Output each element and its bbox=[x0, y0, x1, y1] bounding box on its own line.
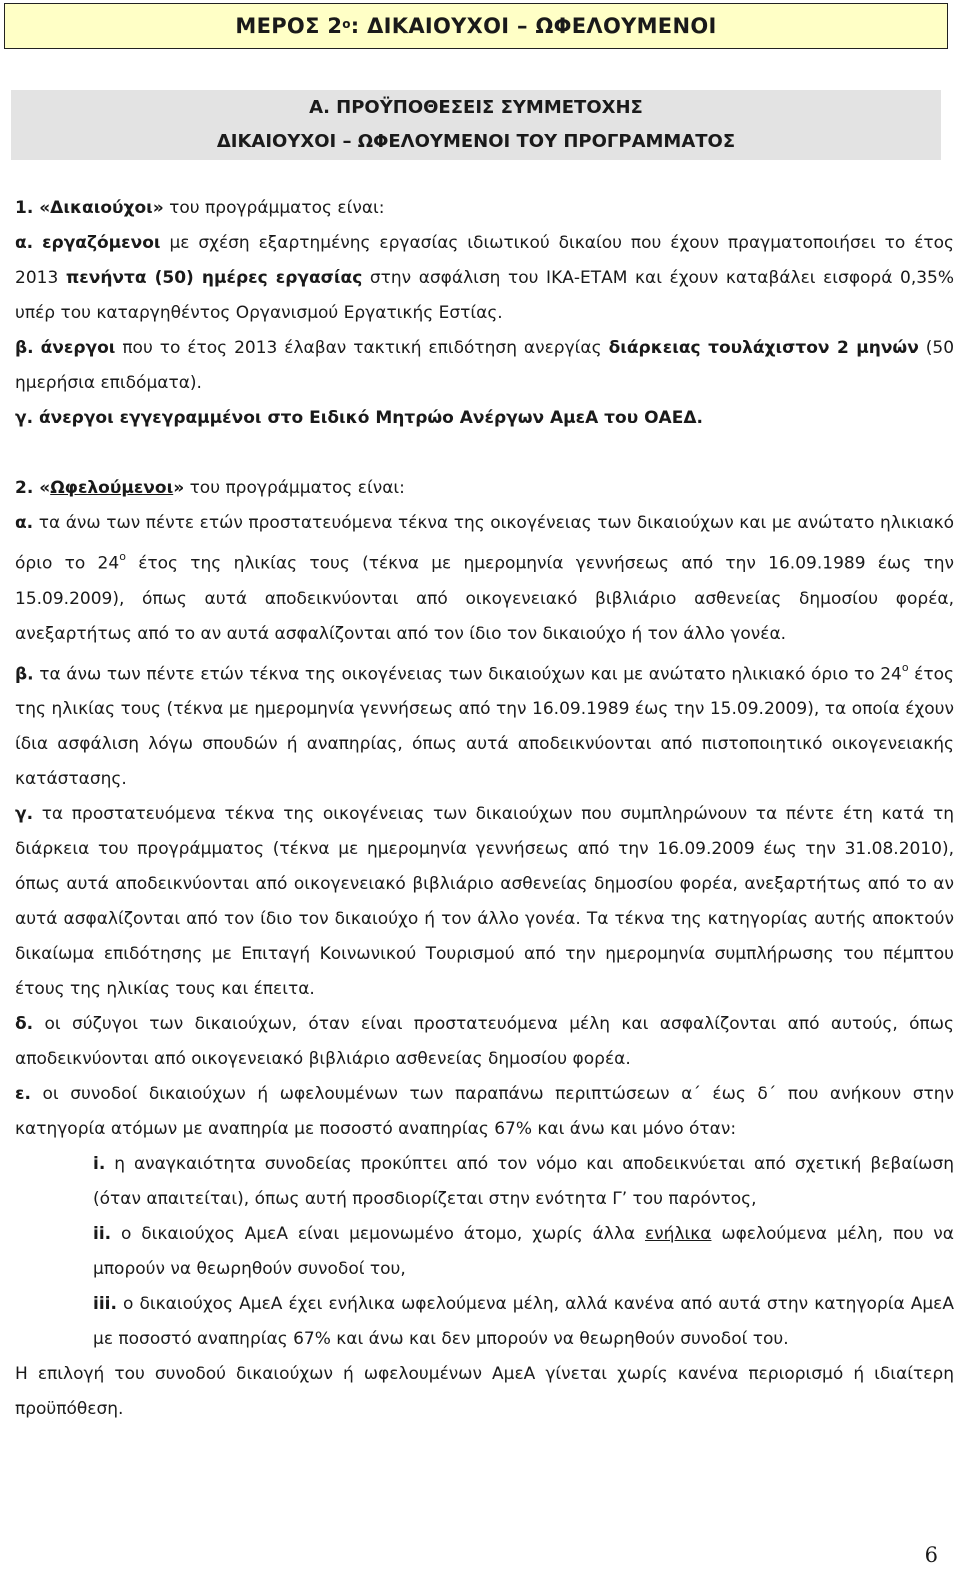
recipient-item-a bbox=[15, 506, 954, 652]
closing-paragraph: Η επιλογή του συνοδού δικαιούχων ή ωφελουμένων ΑμεΑ γίνεται χωρίς κανένα περιορισμό ή ιδιαίτερη προϋπόθεση. bbox=[15, 1364, 954, 1420]
item-text: έτος της ηλικίας τους (τέκνα με ημερομηνία γεννήσεως από την 16.09.1989 έως την 15.09.2009), όπως αυτά αποδεικνύονται από οικογενειακό βιβλιάριο ασθενείας δημοσίου φορέα, ανεξαρτήτως από το αν αυτά ασφαλίζονται από τον ίδιο τον δικαιούχο ή τον άλλο γονέα. bbox=[15, 553, 954, 644]
item-underline: ενήλικα bbox=[644, 1224, 712, 1245]
item-bold: άνεργοι bbox=[40, 338, 116, 358]
item-label: α. bbox=[15, 233, 34, 253]
item-label: β. bbox=[15, 664, 34, 685]
item-text: με σχέση εξαρτημένης εργασίας ιδιωτικού δικαίου που έχουν πραγματοποιήσει το έτος 2013 bbox=[15, 233, 955, 288]
item-label: β. bbox=[15, 338, 34, 358]
item-text: στην ασφάλιση του ΙΚΑ-ΕΤΑΜ και έχουν καταβάλει εισφορά 0,35% υπέρ του καταργηθέντος Οργανισμού Εργατικής Εστίας. bbox=[15, 268, 955, 323]
condition-item-ii bbox=[15, 1217, 954, 1287]
beneficiaries-heading-rest: του προγράμματος είναι: bbox=[163, 198, 385, 218]
recipients-heading-num: 2. bbox=[15, 478, 40, 498]
recipients-heading-quote: » bbox=[173, 478, 185, 498]
item-bold: πενήντα (50) ημέρες εργασίας bbox=[65, 268, 363, 288]
item-text: έτος της ηλικίας τους (τέκνα με ημερομηνία γεννήσεως από την 16.09.1989 έως την 15.09.2009), τα οποία έχουν ίδια ασφάλιση λόγω σπουδών ή αναπηρίας, όπως αυτά αποδεικνύονται από πιστοποιητικό οικογενειακής κατάστασης. bbox=[15, 664, 954, 790]
item-text: τα άνω των πέντε ετών τέκνα της οικογένειας των δικαιούχων και με ανώτατο ηλικιακό όριο το 24 bbox=[33, 664, 902, 685]
item-label: iii. bbox=[93, 1294, 117, 1315]
condition-item-i bbox=[15, 1147, 954, 1217]
recipients-heading-quote: « bbox=[39, 478, 51, 498]
part-title-post: : ΔΙΚΑΙΟΥΧΟΙ – ΩΦΕΛΟΥΜΕΝΟΙ bbox=[350, 14, 717, 38]
item-label: δ. bbox=[15, 1014, 34, 1035]
item-label: γ. bbox=[15, 804, 34, 825]
condition-item-iii bbox=[15, 1287, 954, 1357]
item-text: ο δικαιούχος ΑμεΑ έχει ενήλικα ωφελούμενα μέλη, αλλά κανένα από αυτά στην κατηγορία ΑμεΑ με ποσοστό αναπηρίας 67% και άνω και δεν μπορούν να θεωρηθούν συνοδοί του. bbox=[93, 1294, 954, 1350]
item-bold: διάρκειας τουλάχιστον 2 μηνών bbox=[608, 338, 919, 358]
part-title bbox=[4, 3, 948, 49]
item-text: τα άνω των πέντε ετών προστατευόμενα τέκνα της οικογένειας των δικαιούχων και με ανώτατο ηλικιακό όριο το 24 bbox=[15, 513, 954, 574]
section-a-heading bbox=[11, 90, 941, 160]
part-title-sup: ο bbox=[342, 17, 351, 31]
recipient-item-d bbox=[15, 1007, 954, 1077]
item-label: α. bbox=[15, 513, 34, 533]
beneficiary-item-b bbox=[15, 331, 954, 401]
item-text: ο δικαιούχος ΑμεΑ είναι μεμονωμένο άτομο, χωρίς άλλα bbox=[111, 1224, 645, 1245]
recipients-heading-rest: του προγράμματος είναι: bbox=[184, 478, 405, 498]
document-body bbox=[15, 191, 954, 1427]
recipient-item-e bbox=[15, 1077, 954, 1147]
recipients-heading-word: Ωφελούμενοι bbox=[50, 478, 174, 498]
section-a-line2: ΔΙΚΑΙΟΥΧΟΙ – ΩΦΕΛΟΥΜΕΝΟΙ ΤΟΥ ΠΡΟΓΡΑΜΜΑΤΟΣ bbox=[216, 131, 736, 152]
item-end: . bbox=[696, 408, 703, 428]
beneficiaries-heading-bold: 1. «Δικαιούχοι» bbox=[15, 198, 164, 218]
item-text: τα προστατευόμενα τέκνα της οικογένειας των δικαιούχων που συμπληρώνουν τα πέντε έτη κατά τη διάρκεια του προγράμματος (τέκνα με ημερομηνία γεννήσεως από την 16.09.2009 έως την 31.08.2010), όπως αυτά αποδεικνύονται από οικογενειακό βιβλιάριο ασθενείας δημοσίου φορέα, ανεξαρτήτως από το αν αυτά ασφαλίζονται από τον ίδιο τον δικαιούχο ή τον άλλο γονέα. Τα τέκνα της κατηγορίας αυτής αποκτούν δικαίωμα επιδότησης με Επιταγή Κοινωνικού Τουρισμού από την ημερομηνία συμπλήρωσης του πέμπτου έτους της ηλικίας τους και έπειτα. bbox=[15, 804, 954, 1000]
item-sup: ο bbox=[119, 550, 126, 563]
item-text: που το έτος 2013 έλαβαν τακτική επιδότηση ανεργίας bbox=[115, 338, 609, 358]
recipients-heading bbox=[15, 471, 954, 506]
item-text: οι σύζυγοι των δικαιούχων, όταν είναι προστατευόμενα μέλη και ασφαλίζονται από αυτούς, όπως αποδεικνύονται από οικογενειακό βιβλιάριο ασθενείας δημοσίου φορέα. bbox=[15, 1014, 954, 1070]
item-bold: εργαζόμενοι bbox=[42, 233, 161, 253]
item-bold: γ. άνεργοι εγγεγραμμένοι στο Ειδικό Μητρώο Ανέργων ΑμεΑ του ΟΑΕΔ bbox=[15, 408, 697, 428]
beneficiary-item-c bbox=[15, 401, 954, 436]
item-label: i. bbox=[93, 1154, 106, 1175]
beneficiary-item-a bbox=[15, 226, 954, 331]
section-a-line1: Α. ΠΡΟΫΠΟΘΕΣΕΙΣ ΣΥΜΜΕΤΟΧΗΣ bbox=[309, 97, 643, 118]
item-text: η αναγκαιότητα συνοδείας προκύπτει από τον νόμο και αποδεικνύεται από σχετική βεβαίωση (όταν απαιτείται), όπως αυτή προσδιορίζεται στην ενότητα Γ’ του παρόντος, bbox=[93, 1154, 954, 1210]
part-title-pre: ΜΕΡΟΣ 2 bbox=[235, 14, 343, 38]
item-text: ωφελούμενα μέλη, που να μπορούν να θεωρηθούν συνοδοί του, bbox=[93, 1224, 954, 1280]
item-text: οι συνοδοί δικαιούχων ή ωφελουμένων των παραπάνω περιπτώσεων α΄ έως δ΄ που ανήκουν στην κατηγορία ατόμων με αναπηρία με ποσοστό αναπηρίας 67% και άνω και μόνο όταν: bbox=[15, 1084, 954, 1140]
item-sup: ο bbox=[901, 660, 909, 674]
item-text: (50 ημερήσια επιδόματα). bbox=[15, 338, 955, 393]
recipient-item-c bbox=[15, 797, 954, 1007]
beneficiaries-heading bbox=[15, 191, 954, 226]
recipient-item-b bbox=[15, 652, 954, 798]
page-number: 6 bbox=[924, 1543, 938, 1567]
item-label: ii. bbox=[93, 1224, 112, 1245]
item-label: ε. bbox=[15, 1084, 31, 1105]
